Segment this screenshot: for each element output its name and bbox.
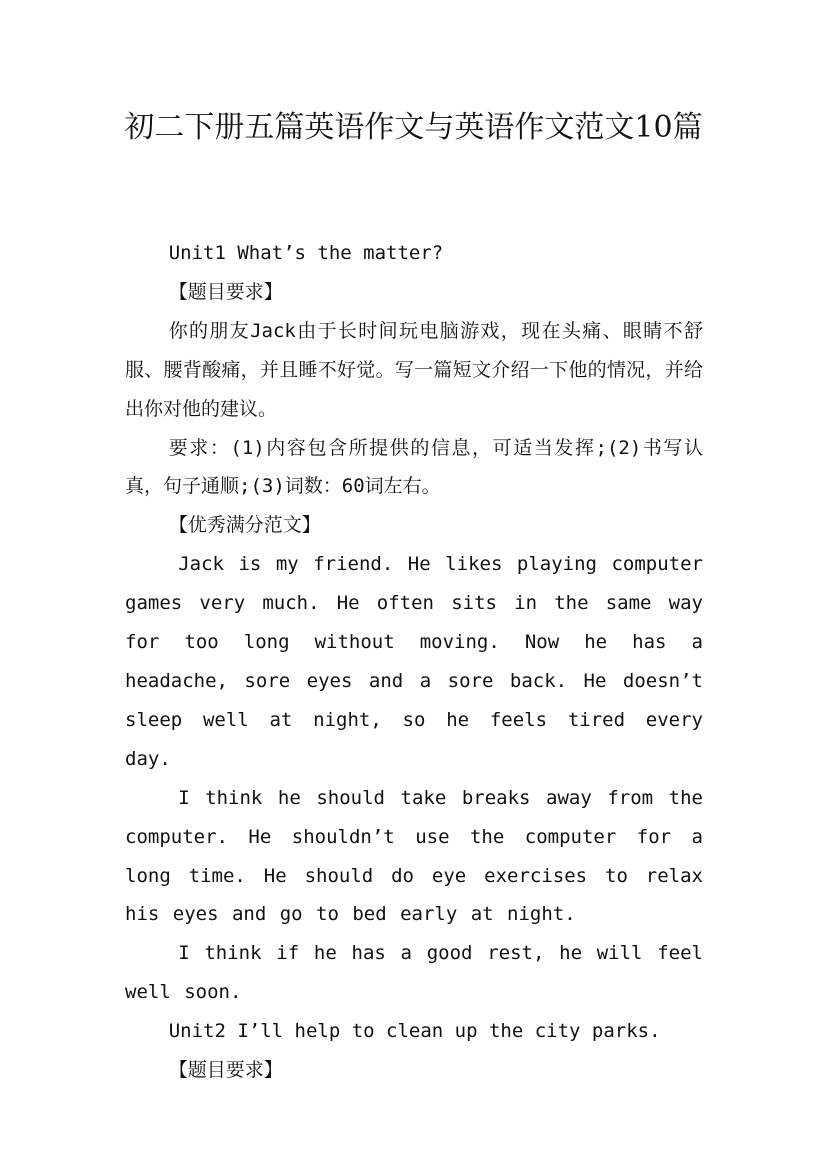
task-requirements-label-2: 【题目要求】 [168, 1059, 283, 1082]
document-body [125, 234, 703, 1090]
unit2-heading: Unit2 I’ll help to clean up the city parks. [168, 1020, 661, 1043]
task-requirements-label: 【题目要求】 [168, 280, 283, 303]
essay-paragraph-2: I think he should take breaks away from the computer. He shouldn’t use the computer for a long time. He should do eye exercises to relax his eyes and go to bed early at night. [125, 786, 703, 926]
essay-paragraph-1: Jack is my friend. He likes playing computer games very much. He often sits in the same way for too long without moving. Now he has a headache, sore eyes and a sore back. He doesn’t sleep well at night, so he feels tired every day. [125, 553, 703, 770]
document-title: 初二下册五篇英语作文与英语作文范文10篇 [124, 110, 703, 145]
unit1-heading: Unit1 What’s the matter? [168, 242, 444, 264]
task-description: 你的朋友Jack由于长时间玩电脑游戏，现在头痛、眼睛不舒服、腰背酸痛，并且睡不好觉。写一篇短文介绍一下他的情况，并给出你对他的建议。 [125, 319, 703, 420]
task-requirements: 要求：(1)内容包含所提供的信息，可适当发挥;(2)书写认真，句子通顺;(3)词数：60词左右。 [125, 436, 703, 498]
sample-essay-label: 【优秀满分范文】 [168, 514, 321, 537]
essay-paragraph-3: I think if he has a good rest, he will feel well soon. [125, 942, 703, 1004]
